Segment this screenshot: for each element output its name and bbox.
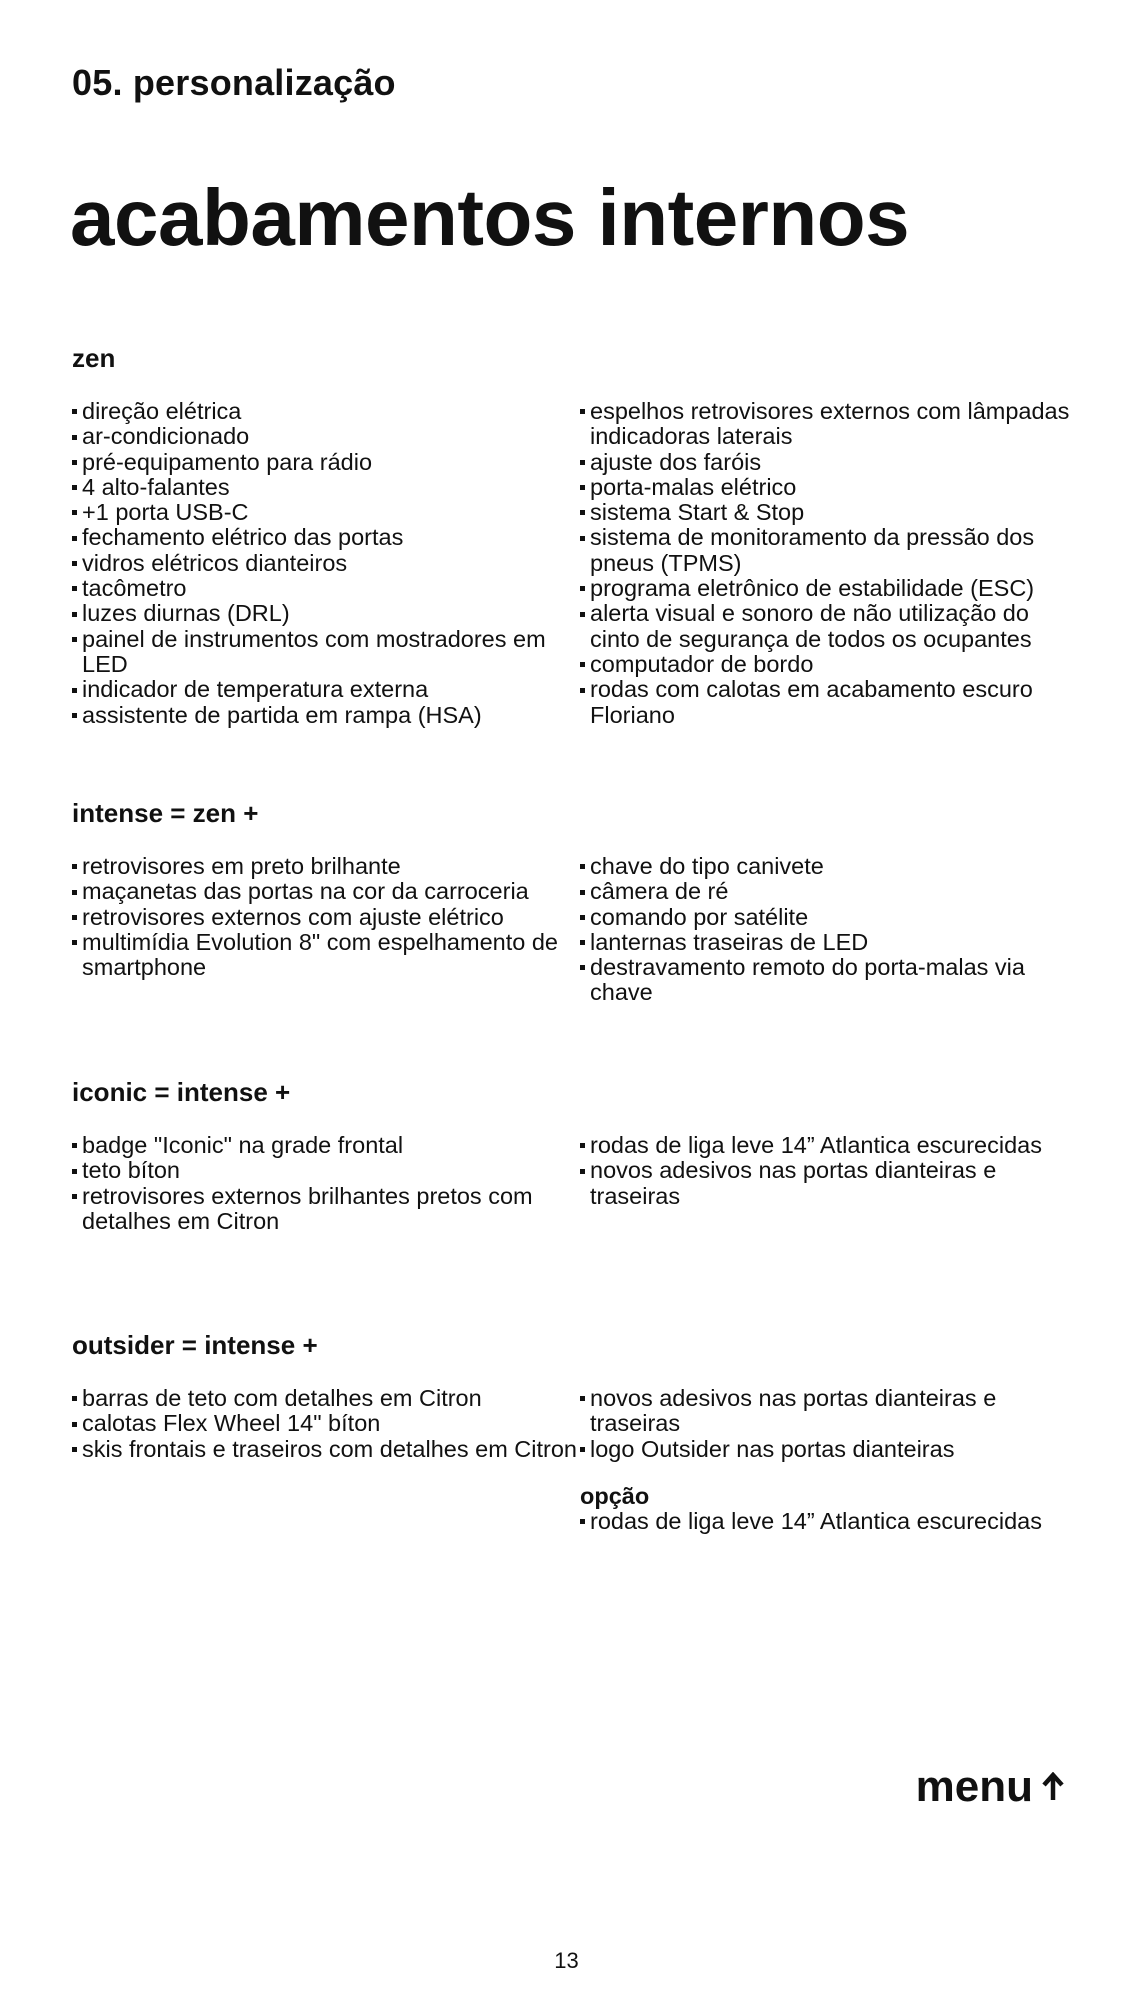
feature-list xyxy=(72,1133,580,1234)
bullet-icon xyxy=(72,1194,77,1199)
feature-item xyxy=(580,1437,1072,1462)
feature-list xyxy=(72,1386,580,1462)
feature-text: sistema Start & Stop xyxy=(590,499,805,526)
feature-text: skis frontais e traseiros com detalhes em Citron xyxy=(82,1435,577,1462)
bullet-icon xyxy=(72,890,77,895)
bullet-icon xyxy=(580,536,585,541)
feature-list xyxy=(72,399,580,728)
feature-item xyxy=(72,500,580,525)
trim-heading: outsider = intense + xyxy=(72,1330,318,1360)
feature-text: maçanetas das portas na cor da carroceria xyxy=(82,878,529,905)
bullet-icon xyxy=(580,662,585,667)
feature-text: retrovisores em preto brilhante xyxy=(82,853,401,879)
feature-list xyxy=(72,854,580,980)
bullet-icon xyxy=(72,864,77,869)
bullet-icon xyxy=(72,713,77,718)
feature-text: assistente de partida em rampa (HSA) xyxy=(82,701,482,728)
bullet-icon xyxy=(580,1169,585,1174)
feature-item xyxy=(72,576,580,601)
feature-text: espelhos retrovisores externos com lâmpadas indicadoras laterais xyxy=(590,398,1070,450)
feature-item xyxy=(580,399,1072,450)
feature-item xyxy=(72,551,580,576)
bullet-icon xyxy=(580,586,585,591)
feature-item xyxy=(72,1437,580,1462)
feature-text: novos adesivos nas portas dianteiras e traseiras xyxy=(590,1157,997,1209)
feature-text: retrovisores externos com ajuste elétrico xyxy=(82,903,504,930)
feature-column-left xyxy=(72,1386,580,1534)
bullet-icon xyxy=(580,864,585,869)
page-title: acabamentos internos xyxy=(70,173,910,262)
bullet-icon xyxy=(580,510,585,515)
feature-text: porta-malas elétrico xyxy=(590,473,797,500)
feature-text: novos adesivos nas portas dianteiras e traseiras xyxy=(590,1385,997,1437)
feature-item xyxy=(580,930,1072,955)
bullet-icon xyxy=(580,1396,585,1401)
feature-text: vidros elétricos dianteiros xyxy=(82,549,348,576)
bullet-icon xyxy=(580,965,585,970)
feature-column-right xyxy=(580,1386,1072,1534)
bullet-icon xyxy=(72,1169,77,1174)
feature-text: ar-condicionado xyxy=(82,423,250,450)
trim-heading: zen xyxy=(72,343,116,373)
feature-item xyxy=(580,576,1072,601)
bullet-icon xyxy=(580,612,585,617)
option-heading: opção xyxy=(580,1482,650,1509)
bullet-icon xyxy=(72,915,77,920)
feature-column-left xyxy=(72,399,580,728)
trim-heading: iconic = intense + xyxy=(72,1077,291,1107)
bullet-icon xyxy=(72,1396,77,1401)
bullet-icon xyxy=(72,586,77,591)
feature-item xyxy=(580,1509,1072,1534)
trim-heading: intense = zen + xyxy=(72,798,259,828)
feature-text: ajuste dos faróis xyxy=(590,448,762,475)
feature-item xyxy=(72,399,580,424)
feature-text: teto bíton xyxy=(82,1157,180,1184)
feature-text: tacômetro xyxy=(82,575,187,602)
feature-column-right xyxy=(580,399,1072,728)
feature-item xyxy=(580,1386,1072,1437)
feature-item xyxy=(72,1386,580,1411)
trim-intense xyxy=(72,797,1072,1006)
feature-item xyxy=(580,450,1072,475)
trim-iconic xyxy=(72,1076,1072,1234)
bullet-icon xyxy=(72,1422,77,1427)
feature-text: comando por satélite xyxy=(590,903,809,930)
feature-text: lanternas traseiras de LED xyxy=(590,928,869,955)
feature-item xyxy=(580,1133,1072,1158)
feature-column-left xyxy=(72,854,580,1006)
feature-item xyxy=(72,1184,580,1235)
feature-item xyxy=(580,500,1072,525)
feature-item xyxy=(72,677,580,702)
feature-text: programa eletrônico de estabilidade (ESC) xyxy=(590,575,1035,602)
feature-item xyxy=(72,525,580,550)
feature-text: multimídia Evolution 8" com espelhamento de smartphone xyxy=(82,928,558,981)
bullet-icon xyxy=(580,688,585,693)
arrow-up-icon xyxy=(1041,1772,1065,1802)
feature-text: pré-equipamento para rádio xyxy=(82,448,373,475)
feature-item xyxy=(580,601,1072,652)
bullet-icon xyxy=(72,536,77,541)
bullet-icon xyxy=(72,688,77,693)
bullet-icon xyxy=(580,409,585,414)
feature-column-right xyxy=(580,1133,1072,1234)
bullet-icon xyxy=(580,1143,585,1148)
bullet-icon xyxy=(580,915,585,920)
feature-item xyxy=(72,703,580,728)
bullet-icon xyxy=(580,460,585,465)
bullet-icon xyxy=(72,435,77,440)
feature-item xyxy=(72,475,580,500)
feature-text: retrovisores externos brilhantes pretos com detalhes em Citron xyxy=(82,1182,533,1234)
feature-item xyxy=(72,930,580,981)
bullet-icon xyxy=(72,1447,77,1452)
feature-text: painel de instrumentos com mostradores em LED xyxy=(82,625,546,677)
feature-text: computador de bordo xyxy=(590,650,814,677)
feature-text: badge "Iconic" na grade frontal xyxy=(82,1132,404,1158)
feature-item xyxy=(580,525,1072,576)
feature-text: calotas Flex Wheel 14" bíton xyxy=(82,1410,381,1437)
feature-text: rodas com calotas em acabamento escuro Floriano xyxy=(590,676,1033,728)
feature-item xyxy=(580,854,1072,879)
bullet-icon xyxy=(72,612,77,617)
feature-item xyxy=(72,601,580,626)
section-label: 05. personalização xyxy=(72,62,396,103)
option-list xyxy=(580,1509,1072,1534)
feature-text: sistema de monitoramento da pressão dos pneus (TPMS) xyxy=(590,524,1035,576)
feature-list xyxy=(580,854,1072,1006)
feature-item xyxy=(580,1158,1072,1209)
feature-item xyxy=(72,1158,580,1183)
feature-item xyxy=(72,854,580,879)
feature-text: alerta visual e sonoro de não utilização do cinto de segurança de todos os ocupantes xyxy=(590,600,1032,652)
feature-item xyxy=(72,879,580,904)
feature-list xyxy=(580,1386,1072,1462)
feature-text: câmera de ré xyxy=(590,878,729,905)
bullet-icon xyxy=(580,1447,585,1452)
feature-text: rodas de liga leve 14” Atlantica escurecidas xyxy=(590,1132,1042,1158)
feature-item xyxy=(72,1133,580,1158)
feature-item xyxy=(580,652,1072,677)
feature-text: indicador de temperatura externa xyxy=(82,676,429,703)
feature-text: rodas de liga leve 14” Atlantica escurecidas xyxy=(590,1507,1042,1534)
bullet-icon xyxy=(72,510,77,515)
feature-item xyxy=(72,1411,580,1436)
bullet-icon xyxy=(72,561,77,566)
bullet-icon xyxy=(580,940,585,945)
feature-column-left xyxy=(72,1133,580,1234)
feature-list xyxy=(580,1133,1072,1209)
bullet-icon xyxy=(580,890,585,895)
feature-item xyxy=(72,424,580,449)
feature-item xyxy=(580,905,1072,930)
bullet-icon xyxy=(72,485,77,490)
feature-text: fechamento elétrico das portas xyxy=(82,524,404,551)
trim-zen xyxy=(72,342,1072,728)
feature-item xyxy=(580,475,1072,500)
bullet-icon xyxy=(580,485,585,490)
menu-button[interactable] xyxy=(916,1762,1065,1812)
bullet-icon xyxy=(72,460,77,465)
feature-text: direção elétrica xyxy=(82,398,242,424)
bullet-icon xyxy=(72,637,77,642)
bullet-icon xyxy=(72,1143,77,1148)
feature-column-right xyxy=(580,854,1072,1006)
feature-item xyxy=(580,677,1072,728)
feature-list xyxy=(580,399,1072,728)
feature-text: barras de teto com detalhes em Citron xyxy=(82,1385,482,1411)
feature-item xyxy=(580,879,1072,904)
feature-text: luzes diurnas (DRL) xyxy=(82,600,290,627)
feature-text: +1 porta USB-C xyxy=(82,499,249,526)
page-number: 13 xyxy=(554,1948,579,1973)
feature-text: logo Outsider nas portas dianteiras xyxy=(590,1435,955,1462)
menu-label: menu xyxy=(915,1762,1033,1811)
feature-text: chave do tipo canivete xyxy=(590,853,824,879)
bullet-icon xyxy=(580,1519,585,1524)
feature-item xyxy=(72,627,580,678)
feature-item xyxy=(72,450,580,475)
bullet-icon xyxy=(72,409,77,414)
feature-text: 4 alto-falantes xyxy=(82,473,230,500)
bullet-icon xyxy=(72,940,77,945)
trim-outsider xyxy=(72,1329,1072,1534)
feature-item xyxy=(72,905,580,930)
feature-text: destravamento remoto do porta-malas via chave xyxy=(590,954,1025,1006)
feature-item xyxy=(580,955,1072,1006)
